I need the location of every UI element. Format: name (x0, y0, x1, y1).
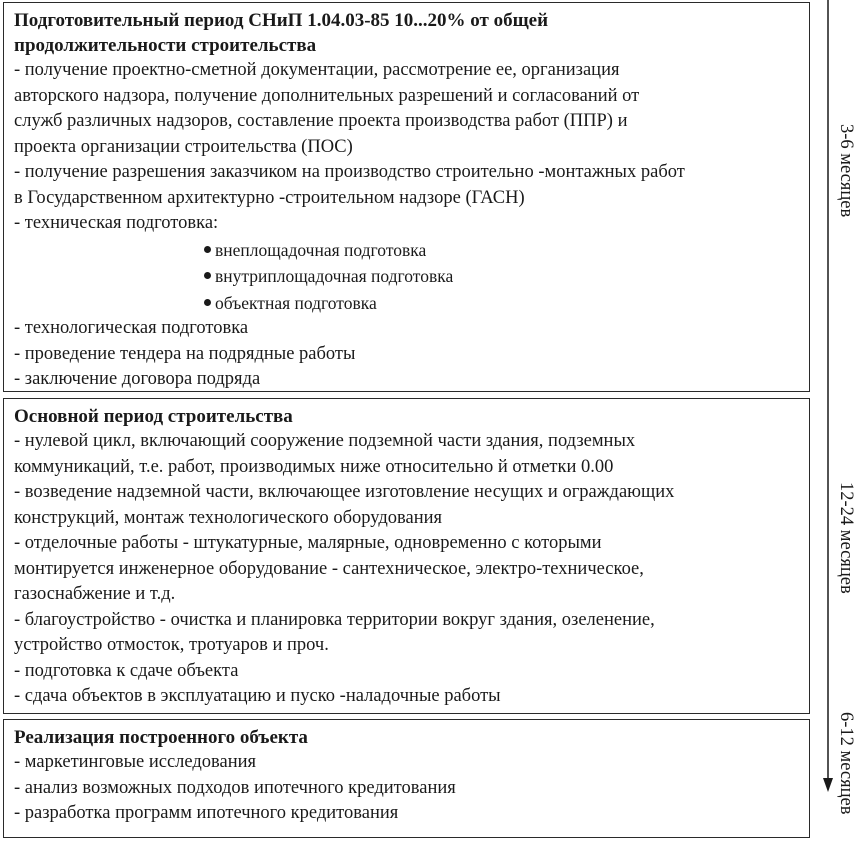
main-period-box (3, 398, 810, 714)
text-line: коммуникаций, т.е. работ, производимых ниже относительно й отметки 0.00 (14, 456, 614, 477)
text-line: - подготовка к сдаче объекта (14, 660, 239, 681)
timeline-label-preparatory: 3-6 месяцев (836, 124, 856, 218)
realization-box (3, 719, 810, 838)
bullet-text: внутриплощадочная подготовка (215, 266, 454, 286)
bullet-item (14, 237, 799, 264)
text-line: служб различных надзоров, составление проекта производства работ (ППР) и (14, 111, 628, 131)
bullet-item (14, 263, 799, 290)
text-line: авторского надзора, получение дополнительных разрешений и согласований от (14, 85, 640, 106)
text-line: - техническая подготовка: (14, 213, 219, 233)
main-period-title: Основной период строительства (14, 406, 293, 427)
bullet-text: объектная подготовка (215, 292, 377, 313)
bullet-dot-icon (204, 299, 211, 306)
text-line: - нулевой цикл, включающий сооружение подземной части здания, подземных (14, 431, 636, 451)
text-line: - возведение надземной части, включающее изготовление несущих и ограждающих (14, 482, 675, 502)
bullet-dot-icon (204, 246, 211, 253)
text-line: - получение проектно-сметной документации, рассмотрение ее, организация (14, 60, 620, 80)
text-line: конструкций, монтаж технологического оборудования (14, 507, 443, 528)
timeline-label-realization: 6-12 месяцев (836, 712, 856, 815)
timeline-label-main: 12-24 месяцев (836, 482, 856, 594)
text-line: - отделочные работы - штукатурные, малярные, одновременно с которыми (14, 533, 602, 553)
bullet-item (14, 290, 799, 317)
text-line: - получение разрешения заказчиком на производство строительно -монтажных работ (14, 162, 685, 182)
preparatory-title-line2: продолжительности строительства (14, 35, 317, 56)
text-line: устройство отмосток, тротуаров и проч. (14, 635, 329, 655)
preparatory-period-box (3, 2, 810, 392)
text-line: монтируется инженерное оборудование - сантехническое, электро-техническое, (14, 558, 644, 579)
text-line: проекта организации строительства (ПОС) (14, 136, 353, 157)
text-line: в Государственном архитектурно -строительном надзоре (ГАСН) (14, 187, 525, 208)
text-line: - анализ возможных подходов ипотечного кредитования (14, 777, 456, 798)
text-line: - благоустройство - очистка и планировка территории вокруг здания, озеленение, (14, 609, 655, 630)
preparatory-title-line1: Подготовительный период СНиП 1.04.03-85 10...20% от общей (14, 10, 549, 31)
realization-title: Реализация построенного объекта (14, 727, 308, 748)
bullet-dot-icon (204, 272, 211, 279)
bullet-text: внеплощадочная подготовка (215, 239, 427, 260)
text-line: - разработка программ ипотечного кредитования (14, 803, 399, 823)
text-line: - технологическая подготовка (14, 318, 249, 338)
text-line: - сдача объектов в эксплуатацию и пуско -наладочные работы (14, 686, 501, 706)
text-line: - заключение договора подряда (14, 369, 261, 389)
text-line: - проведение тендера на подрядные работы (14, 343, 356, 364)
text-line: газоснабжение и т.д. (14, 584, 176, 604)
text-line: - маркетинговые исследования (14, 752, 257, 772)
